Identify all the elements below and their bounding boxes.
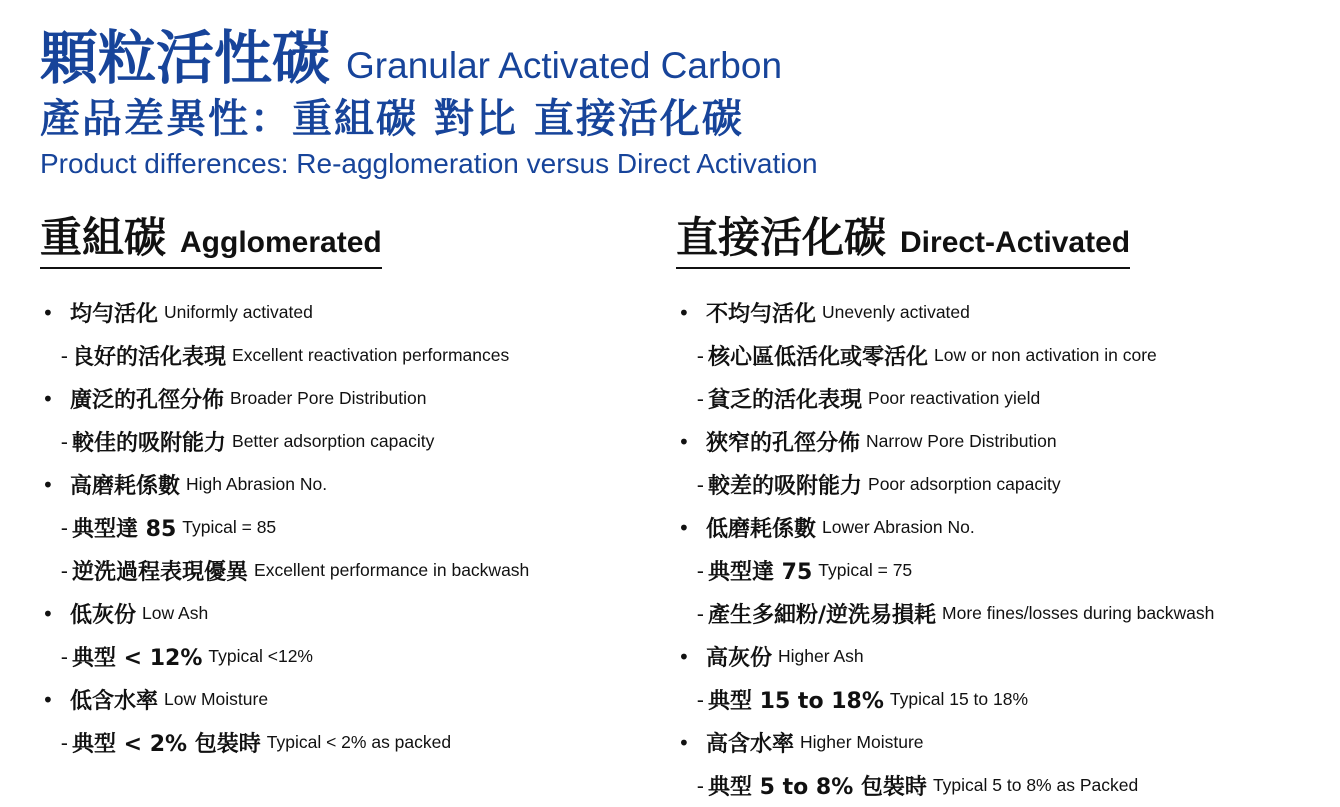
- bullet-marker: •: [678, 429, 690, 454]
- item-text-chinese: 貧乏的活化表現: [708, 388, 863, 413]
- heading-chinese: 直接活化碳: [676, 213, 887, 262]
- heading-english: Agglomerated: [180, 226, 382, 259]
- item-text-english: Excellent reactivation performances: [232, 345, 510, 365]
- item-text-english: Typical <12%: [208, 646, 313, 666]
- direct-activated-heading: [676, 205, 1130, 269]
- item-text-chinese: 高灰份: [706, 646, 773, 671]
- item-text-english: Typical 5 to 8% as Packed: [932, 775, 1139, 795]
- sub-item: [40, 420, 650, 463]
- dash-marker: -: [60, 429, 68, 454]
- item-text-english: Excellent performance in backwash: [254, 560, 530, 580]
- dash-marker: -: [696, 472, 704, 497]
- item-text-english: Typical 15 to 18%: [889, 689, 1029, 709]
- direct-activated-column: [676, 205, 1316, 807]
- item-text-english: High Abrasion No.: [186, 474, 328, 494]
- heading-english: Direct-Activated: [900, 226, 1131, 259]
- bullet-item: [40, 377, 650, 420]
- item-text-chinese: 高磨耗係數: [70, 474, 181, 499]
- sub-item: [676, 377, 1316, 420]
- item-text-english: Unevenly activated: [822, 302, 970, 322]
- item-text-english: Poor reactivation yield: [868, 388, 1041, 408]
- item-text-english: Poor adsorption capacity: [868, 474, 1061, 494]
- item-text-english: Uniformly activated: [164, 302, 313, 322]
- item-text-english: Typical = 85: [182, 517, 277, 537]
- direct-activated-list: [676, 291, 1316, 807]
- item-text-chinese: 典型 5 to 8% 包裝時: [708, 775, 927, 800]
- bullet-marker: •: [42, 300, 54, 325]
- dash-marker: -: [60, 730, 68, 755]
- bullet-marker: •: [678, 644, 690, 669]
- item-text-chinese: 典型 < 12%: [72, 646, 203, 671]
- sub-item: [40, 334, 650, 377]
- sub-item: [676, 334, 1316, 377]
- subtitle-chinese: 產品差異性：重組碳 對比 直接活化碳: [40, 96, 744, 142]
- item-text-chinese: 低磨耗係數: [706, 517, 817, 542]
- sub-item: [40, 506, 650, 549]
- item-text-english: Low or non activation in core: [934, 345, 1157, 365]
- agglomerated-list: [40, 291, 650, 764]
- item-text-chinese: 較差的吸附能力: [708, 474, 863, 499]
- item-text-chinese: 良好的活化表現: [72, 345, 227, 370]
- item-text-chinese: 逆洗過程表現優異: [72, 560, 249, 585]
- dash-marker: -: [696, 687, 704, 712]
- item-text-english: Lower Abrasion No.: [822, 517, 975, 537]
- item-text-chinese: 低灰份: [70, 603, 137, 628]
- sub-item: [676, 463, 1316, 506]
- item-text-english: More fines/losses during backwash: [942, 603, 1215, 623]
- sub-item: [676, 764, 1316, 807]
- slide-header: [40, 22, 818, 184]
- dash-marker: -: [60, 343, 68, 368]
- item-text-chinese: 較佳的吸附能力: [72, 431, 227, 456]
- title-line: [40, 22, 818, 94]
- item-text-english: Narrow Pore Distribution: [866, 431, 1057, 451]
- item-text-english: Better adsorption capacity: [232, 431, 435, 451]
- bullet-item: [676, 721, 1316, 764]
- item-text-chinese: 核心區低活化或零活化: [708, 345, 929, 370]
- item-text-english: Typical = 75: [818, 560, 913, 580]
- bullet-marker: •: [42, 386, 54, 411]
- dash-marker: -: [696, 558, 704, 583]
- bullet-marker: •: [678, 515, 690, 540]
- item-text-english: Higher Ash: [778, 646, 864, 666]
- bullet-item: [676, 506, 1316, 549]
- bullet-marker: •: [678, 300, 690, 325]
- item-text-chinese: 典型 < 2% 包裝時: [72, 732, 261, 757]
- item-text-chinese: 典型達 75: [708, 560, 813, 585]
- item-text-chinese: 均勻活化: [70, 302, 159, 327]
- bullet-marker: •: [678, 730, 690, 755]
- bullet-item: [40, 678, 650, 721]
- bullet-marker: •: [42, 687, 54, 712]
- title-english: Granular Activated Carbon: [346, 45, 783, 86]
- bullet-item: [676, 635, 1316, 678]
- item-text-english: Higher Moisture: [800, 732, 924, 752]
- sub-item: [676, 549, 1316, 592]
- item-text-english: Low Moisture: [164, 689, 269, 709]
- dash-marker: -: [60, 644, 68, 669]
- subtitle-english: Product differences: Re-agglomeration versus Direct Activation: [40, 148, 818, 179]
- item-text-chinese: 高含水率: [706, 732, 795, 757]
- dash-marker: -: [696, 386, 704, 411]
- dash-marker: -: [696, 343, 704, 368]
- bullet-item: [40, 463, 650, 506]
- bullet-marker: •: [42, 472, 54, 497]
- item-text-chinese: 廣泛的孔徑分佈: [70, 388, 225, 413]
- item-text-english: Low Ash: [142, 603, 209, 623]
- item-text-chinese: 狹窄的孔徑分佈: [706, 431, 861, 456]
- dash-marker: -: [60, 515, 68, 540]
- item-text-chinese: 低含水率: [70, 689, 159, 714]
- item-text-chinese: 產生多細粉/逆洗易損耗: [708, 603, 937, 628]
- item-text-english: Broader Pore Distribution: [230, 388, 427, 408]
- title-chinese: 顆粒活性碳: [40, 24, 331, 92]
- agglomerated-column: [40, 205, 650, 764]
- bullet-item: [40, 291, 650, 334]
- item-text-chinese: 典型達 85: [72, 517, 177, 542]
- item-text-chinese: 典型 15 to 18%: [708, 689, 884, 714]
- sub-item: [40, 721, 650, 764]
- dash-marker: -: [696, 601, 704, 626]
- agglomerated-heading: [40, 205, 382, 269]
- sub-item: [40, 635, 650, 678]
- sub-item: [40, 549, 650, 592]
- item-text-english: Typical < 2% as packed: [266, 732, 452, 752]
- bullet-item: [676, 291, 1316, 334]
- dash-marker: -: [696, 773, 704, 798]
- item-text-chinese: 不均勻活化: [706, 302, 817, 327]
- bullet-marker: •: [42, 601, 54, 626]
- bullet-item: [40, 592, 650, 635]
- dash-marker: -: [60, 558, 68, 583]
- bullet-item: [676, 420, 1316, 463]
- sub-item: [676, 678, 1316, 721]
- sub-item: [676, 592, 1316, 635]
- heading-chinese: 重組碳: [40, 213, 167, 262]
